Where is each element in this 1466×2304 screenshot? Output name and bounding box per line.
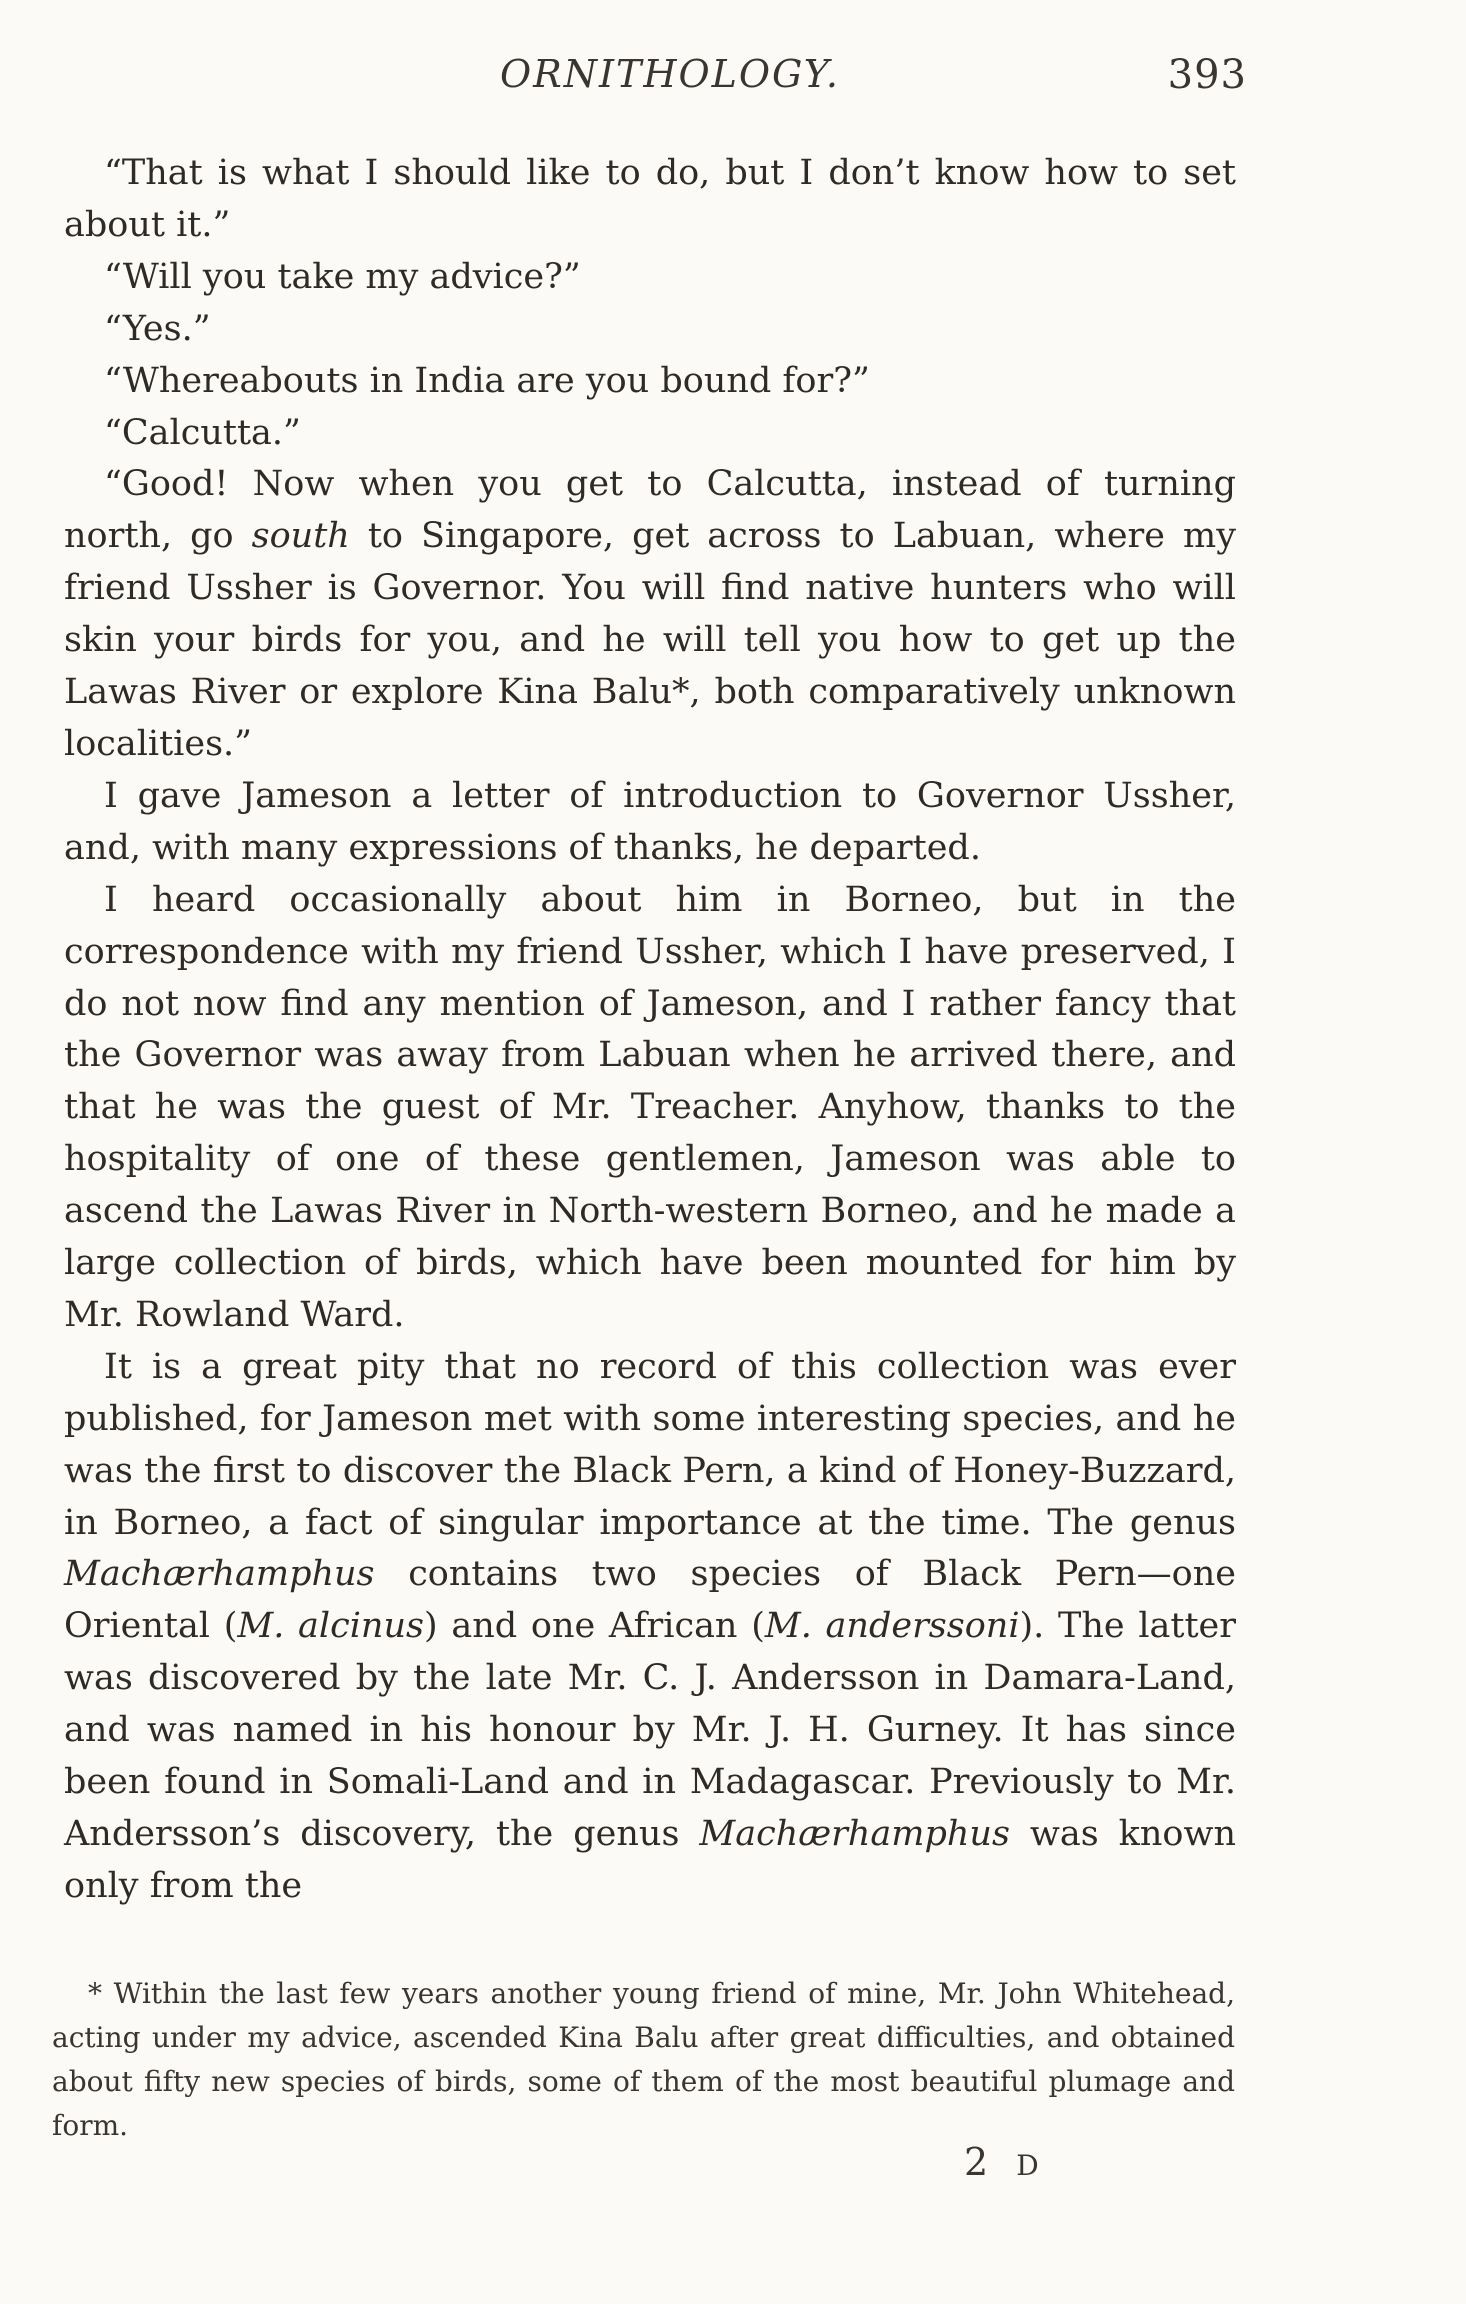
- paragraph-text: I gave Jameson a letter of introduction to Governor Ussher, and, with many expressions of thanks, he departed.: [64, 775, 1236, 868]
- body-paragraph: [64, 875, 1236, 1342]
- body-paragraph: [64, 356, 1236, 408]
- body-paragraph: [64, 252, 1236, 304]
- running-head: [500, 52, 1247, 108]
- body-paragraph: [64, 459, 1236, 770]
- running-title: ORNITHOLOGY.: [500, 52, 841, 96]
- paragraph-text: “Calcutta.”: [104, 412, 301, 453]
- italic-text: Machærhamphus: [64, 1554, 375, 1595]
- paragraph-text: “That is what I should like to do, but I don’t know how to set about it.”: [64, 153, 1236, 245]
- page-number: 393: [1167, 52, 1247, 98]
- body-paragraph: [64, 1342, 1236, 1913]
- footnote-text: * Within the last few years another young friend of mine, Mr. John Whitehead, acting under my advice, ascended Kina Balu after great difficulties, and obtained about fifty new species of birds, some of them of the most beautiful plumage and form.: [52, 1977, 1235, 2142]
- paragraph-text: “Good! Now when you get to Calcutta, instead of turning north, go: [64, 464, 1236, 557]
- paragraph-text: to Singapore, get across to Labuan, where my friend Ussher is Governor. You will find native hunters who will skin your birds for you, and he will tell you how to get up the Lawas River or explore Kina Balu*, both comparatively unknown localities.”: [64, 516, 1236, 764]
- paragraph-text: was known only from the: [64, 1814, 1236, 1906]
- signature-number: 2: [964, 2140, 997, 2184]
- italic-text: south: [251, 516, 350, 557]
- paragraph-text: “Yes.”: [104, 308, 211, 349]
- signature-mark: [964, 2140, 1039, 2184]
- paragraph-text: It is a great pity that no record of this collection was ever published, for Jameson met with some interesting species, and he was the first to discover the Black Pern, a kind of Honey-Buzzard, in Borneo, a fact of singular importance at the time. The genus: [64, 1346, 1236, 1543]
- italic-text: Machærhamphus: [699, 1814, 1010, 1854]
- paragraph-text: “Whereabouts in India are you bound for?”: [104, 360, 870, 401]
- paragraph-text: ) and one African (: [423, 1606, 765, 1647]
- italic-text: M. anderssoni: [764, 1606, 1020, 1647]
- signature-letter: D: [1016, 2149, 1039, 2182]
- body-paragraph: [64, 148, 1236, 252]
- body-text: [64, 148, 1236, 1913]
- body-paragraph: [64, 771, 1236, 875]
- italic-text: M. alcinus: [237, 1606, 424, 1647]
- paragraph-text: ). The latter was discovered by the late Mr. C. J. Andersson in Damara-Land, and was named in his honour by Mr. J. H. Gurney. It has since been found in Somali-Land and in Madagascar. Previously to Mr. Andersson’s discovery, the genus: [64, 1606, 1236, 1854]
- paragraph-text: I heard occasionally about him in Borneo, but in the correspondence with my friend Ussher, which I have preserved, I do not now find any mention of Jameson, and I rather fancy that the Governor was away from Labuan when he arrived there, and that he was the guest of Mr. Treacher. Anyhow, thanks to the hospitality of one of these gentlemen, Jameson was able to ascend the Lawas River in North-western Borneo, and he made a large collection of birds, which have been mounted for him by Mr. Rowland Ward.: [64, 879, 1236, 1335]
- paragraph-text: contains two species of Black Pern—one Oriental (: [64, 1554, 1236, 1647]
- body-paragraph: [64, 408, 1236, 460]
- paragraph-text: “Will you take my advice?”: [104, 256, 581, 297]
- footnote: [52, 1972, 1235, 2148]
- body-paragraph: [64, 304, 1236, 356]
